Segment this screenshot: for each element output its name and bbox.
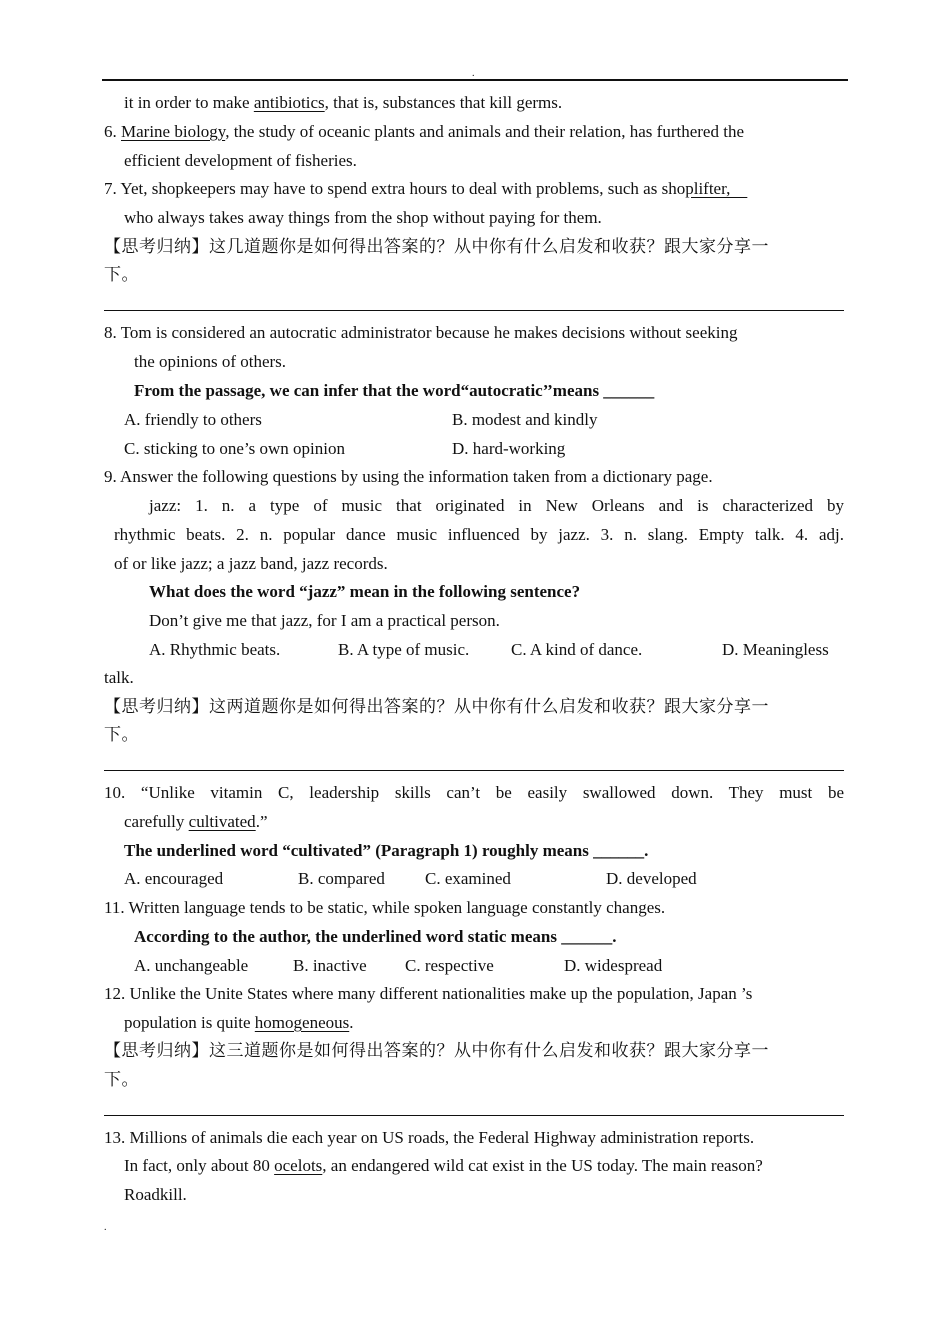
q8-prompt: From the passage, we can infer that the word“autocratic’’means ______ [134, 381, 655, 400]
q11-option-d: D. widespread [564, 956, 663, 975]
q12-text: population is quite [124, 1013, 255, 1032]
q9-option-b: B. A type of music. [338, 640, 470, 659]
q5-text-end: , that is, substances that kill germs. [324, 93, 563, 112]
q8-option-d: D. hard-working [452, 439, 566, 458]
header-rule [102, 79, 848, 81]
q9-option-d-wrap: talk. [104, 668, 134, 687]
q6-line-2: efficient development of fisheries. [124, 151, 357, 170]
q6-text: , the study of oceanic plants and animals and their relation, has furthered the [225, 122, 744, 141]
q12-line-2 [124, 1012, 353, 1034]
q8-option-b: B. modest and kindly [452, 410, 598, 429]
q9-sentence: Don’t give me that jazz, for I am a practical person. [149, 611, 500, 630]
answer-line-2 [104, 770, 844, 771]
q11-option-b: B. inactive [293, 956, 367, 975]
q12-underlined-word: homogeneous [254, 1013, 350, 1032]
q10-line-2 [124, 811, 267, 833]
q13-line-2 [124, 1155, 763, 1177]
reflection-prompt-2-end: 下。 [104, 725, 139, 745]
q10-prompt: The underlined word “cultivated” (Paragraph 1) roughly means ______. [124, 841, 649, 860]
q9-option-c: C. A kind of dance. [511, 640, 643, 659]
answer-line-1 [104, 310, 844, 311]
q13-line-3: Roadkill. [124, 1185, 187, 1204]
q8-option-a: A. friendly to others [124, 410, 262, 429]
reflection-prompt-2: 【思考归纳】这两道题你是如何得出答案的？从中你有什么启发和收获？跟大家分享一 [104, 697, 769, 717]
q5-text: it in order to make [124, 93, 254, 112]
q6-number: 6. [104, 122, 121, 141]
q10-line-1: 10. “Unlike vitamin C, leadership skills can’t be easily swallowed down. They must be [104, 783, 844, 802]
q5-underlined-word: antibiotics [253, 93, 325, 112]
q9-definition-line-1: jazz: 1. n. a type of music that originated in New Orleans and is characterized by [149, 496, 844, 515]
q9-definition-line-3: of or like jazz; a jazz band, jazz records. [114, 554, 388, 573]
reflection-prompt-3-end: 下。 [104, 1070, 139, 1090]
q7-underlined-word: plifter, [685, 179, 748, 198]
footer-mark: . [104, 1222, 107, 1233]
reflection-prompt-3: 【思考归纳】这三道题你是如何得出答案的？从中你有什么启发和收获？跟大家分享一 [104, 1041, 769, 1061]
q13-underlined-word: ocelots [274, 1156, 323, 1175]
q7-line-1 [104, 178, 747, 200]
q9-prompt: What does the word “jazz” mean in the following sentence? [149, 582, 581, 601]
q10-text-end: .” [255, 812, 268, 831]
q13-text: In fact, only about 80 [124, 1156, 275, 1175]
header-mark: . [472, 68, 475, 79]
q7-text: 7. Yet, shopkeepers may have to spend extra hours to deal with problems, such as sho [104, 179, 686, 198]
q6-underlined-word: Marine biology [121, 122, 226, 141]
reflection-prompt-1: 【思考归纳】这几道题你是如何得出答案的？从中你有什么启发和收获？跟大家分享一 [104, 237, 769, 257]
q10-underlined-word: cultivated [188, 812, 256, 831]
q11-option-a: A. unchangeable [134, 956, 249, 975]
q11-option-c: C. respective [405, 956, 494, 975]
q8-line-2: the opinions of others. [134, 352, 287, 371]
q13-text-end: , an endangered wild cat exist in the US today. The main reason? [322, 1156, 763, 1175]
answer-line-3 [104, 1115, 844, 1116]
q10-option-c: C. examined [425, 869, 511, 888]
q7-line-2: who always takes away things from the shop without paying for them. [124, 208, 602, 227]
q11-line-1: 11. Written language tends to be static, while spoken language constantly changes. [104, 898, 666, 917]
q5-tail-line [124, 92, 562, 114]
q9-line-1: 9. Answer the following questions by using the information taken from a dictionary page. [104, 467, 713, 486]
q10-option-a: A. encouraged [124, 869, 224, 888]
q12-text-end: . [349, 1013, 354, 1032]
q9-option-a: A. Rhythmic beats. [149, 640, 281, 659]
q8-option-c: C. sticking to one’s own opinion [124, 439, 345, 458]
q6-line-1 [104, 121, 744, 143]
q8-line-1: 8. Tom is considered an autocratic administrator because he makes decisions without seeking [104, 323, 738, 342]
q9-definition-line-2: rhythmic beats. 2. n. popular dance music influenced by jazz. 3. n. slang. Empty talk. 4. adj. [114, 525, 844, 544]
q10-option-d: D. developed [606, 869, 697, 888]
q10-option-b: B. compared [298, 869, 385, 888]
q13-line-1: 13. Millions of animals die each year on US roads, the Federal Highway administration reports. [104, 1128, 755, 1147]
q9-option-d: D. Meaningless [722, 640, 829, 659]
q12-line-1: 12. Unlike the Unite States where many different nationalities make up the population, Japan ’s [104, 984, 753, 1003]
reflection-prompt-1-end: 下。 [104, 265, 139, 285]
q11-prompt: According to the author, the underlined word static means ______. [134, 927, 617, 946]
q10-text: carefully [124, 812, 189, 831]
